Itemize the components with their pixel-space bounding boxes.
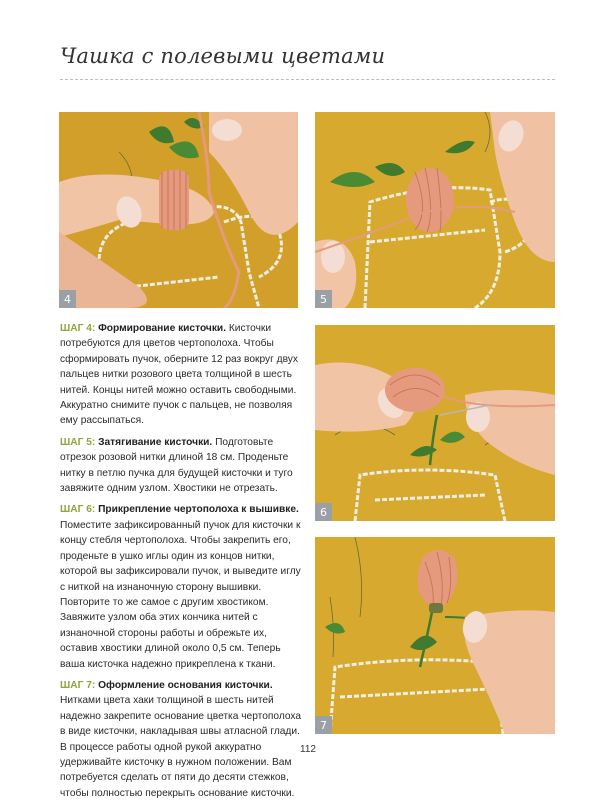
step-label: ШАГ 4: [60, 323, 96, 334]
step-title: Затягивание кисточки. [98, 436, 213, 448]
step-title: Оформление основания кисточки. [98, 679, 273, 691]
step-photo-5 [315, 112, 555, 308]
step-photo-6 [315, 325, 555, 521]
step-text: Нитками цвета хаки толщиной в шесть нитей надежно закрепите основание цветка чертополоха в виде кисточки, накладывая швы атласной глади. В процессе работы одной рукой аккуратно удерживайте кисточку в нужном положении. Вам потребуется сделать от пяти до десяти стежков, чтобы полностью перекрыть основание кисточки. [60, 695, 302, 799]
step-paragraph [60, 321, 303, 429]
title-divider [60, 79, 555, 80]
step-label: ШАГ 7: [60, 679, 96, 691]
page-title: Чашка с полевыми цветами [60, 44, 386, 68]
step-paragraph [60, 678, 303, 801]
instructions-column [60, 321, 303, 807]
step-text: Поместите зафиксированный пучок для кисточки к концу стебля чертополоха. Чтобы закрепить его, проденьте в ушко иглы один из концов нитки, которой вы зафиксировали пучок, и выведите иглу с ниткой на изнаночную сторону вышивки. Повторите то же самое с другим хвостиком. Завяжите узлом оба этих кончика нитей с изнаночной стороны работы и обрежьте их, оставив хвостики длиной около 0,5 см. Теперь ваша кисточка надежно прикреплена к ткани. [60, 519, 301, 670]
photo-number-badge: 6 [315, 503, 332, 521]
step-photo-4 [59, 112, 298, 308]
step-label: ШАГ 5: [60, 436, 96, 448]
step-title: Прикрепление чертополоха к вышивке. [98, 504, 299, 516]
step-paragraph [60, 435, 303, 497]
photo-number-badge: 5 [315, 290, 332, 308]
step-text: Подготовьте отрезок розовой нитки длиной 18 см. Проденьте нитку в петлю пучка для будущей кисточки и туго завяжите одним узлом. Хвостики не отрезать. [60, 436, 293, 495]
step-label: ШАГ 6: [60, 504, 96, 516]
page-number: 112 [300, 744, 316, 755]
photo-number-badge: 4 [59, 290, 76, 308]
step-title: Формирование кисточки. [98, 323, 227, 334]
step-paragraph [60, 502, 303, 671]
photo-number-badge: 7 [315, 716, 332, 734]
step-text: Кисточки потребуются для цветов чертополоха. Чтобы сформировать пучок, оберните 12 раз вокруг двух пальцев нитки розового цвета толщиной в шесть нитей. Концы нитей можно оставить свободными. Аккуратно снимите пучок с пальцев, не позволяя ему рассыпаться. [60, 323, 298, 427]
step-photo-7 [315, 537, 555, 734]
